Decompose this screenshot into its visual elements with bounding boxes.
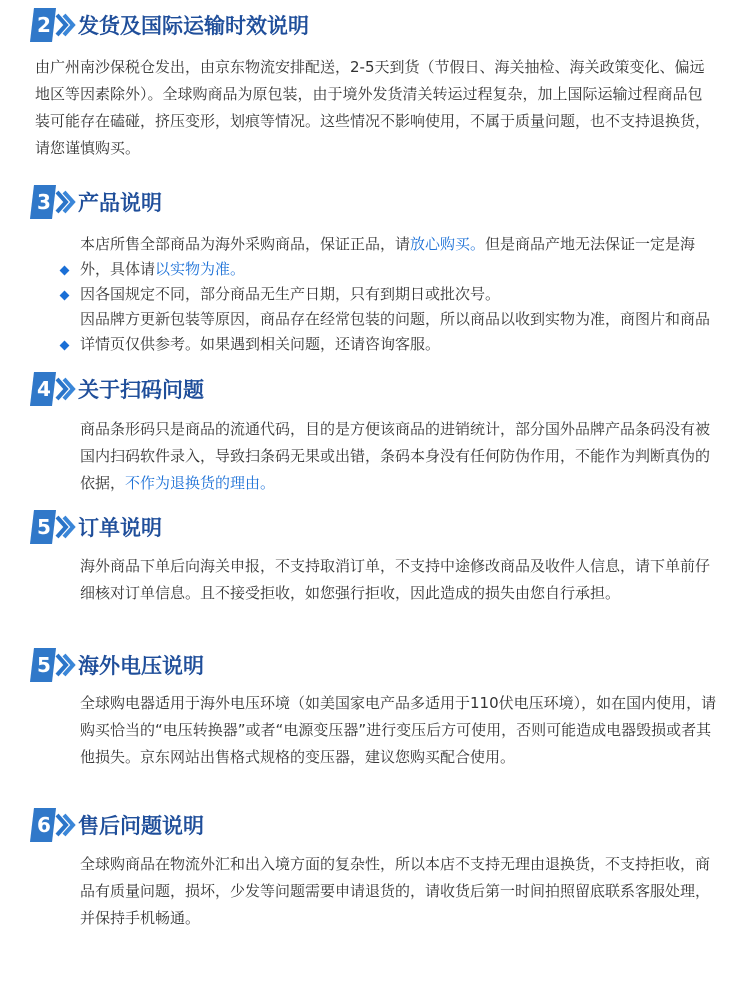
bullet-text: 因品牌方更新包装等原因，商品存在经常包装的问题，所以商品以收到实物为准，商图片和商品详情页仅供参考。如果遇到相关问题，还请咨询客服。 — [80, 310, 711, 353]
section-header-aftersales — [30, 807, 204, 843]
diamond-bullet-icon — [60, 266, 70, 276]
highlight-text: 放心购买。 — [410, 235, 486, 253]
section-title: 关于扫码问题 — [78, 378, 204, 402]
section-number-badge — [30, 648, 76, 682]
diamond-bullet-icon — [60, 291, 70, 301]
highlight-text: 不作为退换货的理由。 — [125, 474, 276, 492]
section-number-badge — [30, 510, 76, 544]
section-title: 售后问题说明 — [78, 814, 204, 838]
section-number: 2 — [37, 13, 51, 37]
section-title: 产品说明 — [78, 191, 162, 215]
section-header-barcode — [30, 371, 204, 407]
section-number: 3 — [37, 190, 51, 214]
section-text-order: 海外商品下单后向海关申报，不支持取消订单，不支持中途修改商品及收件人信息，请下单前仔细核对订单信息。且不接受拒收，如您强行拒收，因此造成的损失由您自行承担。 — [80, 557, 711, 602]
section-title: 海外电压说明 — [78, 654, 204, 678]
section-header-shipping — [30, 7, 309, 43]
section-number: 4 — [37, 377, 51, 401]
product-bullet-list — [58, 232, 718, 357]
list-item — [58, 307, 718, 357]
section-number-badge — [30, 185, 76, 219]
list-item — [58, 282, 718, 307]
section-number-badge — [30, 8, 76, 42]
section-text-barcode — [80, 416, 720, 497]
section-number: 5 — [37, 653, 51, 677]
section-text-voltage: 全球购电器适用于海外电压环境（如美国家电产品多适用于110伏电压环境），如在国内使用，请购买恰当的“电压转换器”或者“电源变压器”进行变压后方可使用，否则可能造成电器毁损或者其他损失。京东网站出售格式规格的变压器，建议您购买配合使用。 — [80, 694, 717, 766]
bullet-text: 本店所售全部商品为海外采购商品，保证正品，请 — [80, 235, 411, 253]
section-text-shipping: 由广州南沙保税仓发出，由京东物流安排配送，2-5天到货（节假日、海关抽检、海关政策变化、偏远地区等因素除外）。全球购商品为原包装，由于境外发货清关转运过程复杂，加上国际运输过程商品包装可能存在磕碰，挤压变形，划痕等情况。这些情况不影响使用，不属于质量问题，也不支持退换货，请您谨慎购买。 — [35, 58, 711, 157]
section-number: 6 — [37, 813, 51, 837]
list-item — [58, 232, 718, 282]
section-title: 订单说明 — [78, 516, 162, 540]
barcode-text: 商品条形码只是商品的流通代码，目的是方便该商品的进销统计，部分国外品牌产品条码没有被国内扫码软件录入，导致扫条码无果或出错，条码本身没有任何防伪作用，不能作为判断真伪的依据， — [80, 420, 711, 492]
section-number-badge — [30, 808, 76, 842]
section-header-product — [30, 184, 162, 220]
section-header-voltage — [30, 647, 204, 683]
diamond-bullet-icon — [60, 341, 70, 351]
bullet-text: 但是商品产地无法保证一定是海外，具体请 — [80, 235, 696, 278]
section-title: 发货及国际运输时效说明 — [78, 14, 309, 38]
highlight-text: 以实物为准。 — [155, 260, 246, 278]
section-text-aftersales: 全球购商品在物流外汇和出入境方面的复杂性，所以本店不支持无理由退换货，不支持拒收，商品有质量问题，损坏，少发等问题需要申请退货的，请收货后第一时间拍照留底联系客服处理，并保持手机畅通。 — [80, 855, 711, 927]
section-number-badge — [30, 372, 76, 406]
bullet-text: 因各国规定不同，部分商品无生产日期，只有到期日或批次号。 — [80, 285, 501, 303]
section-header-order — [30, 509, 162, 545]
section-number: 5 — [37, 515, 51, 539]
